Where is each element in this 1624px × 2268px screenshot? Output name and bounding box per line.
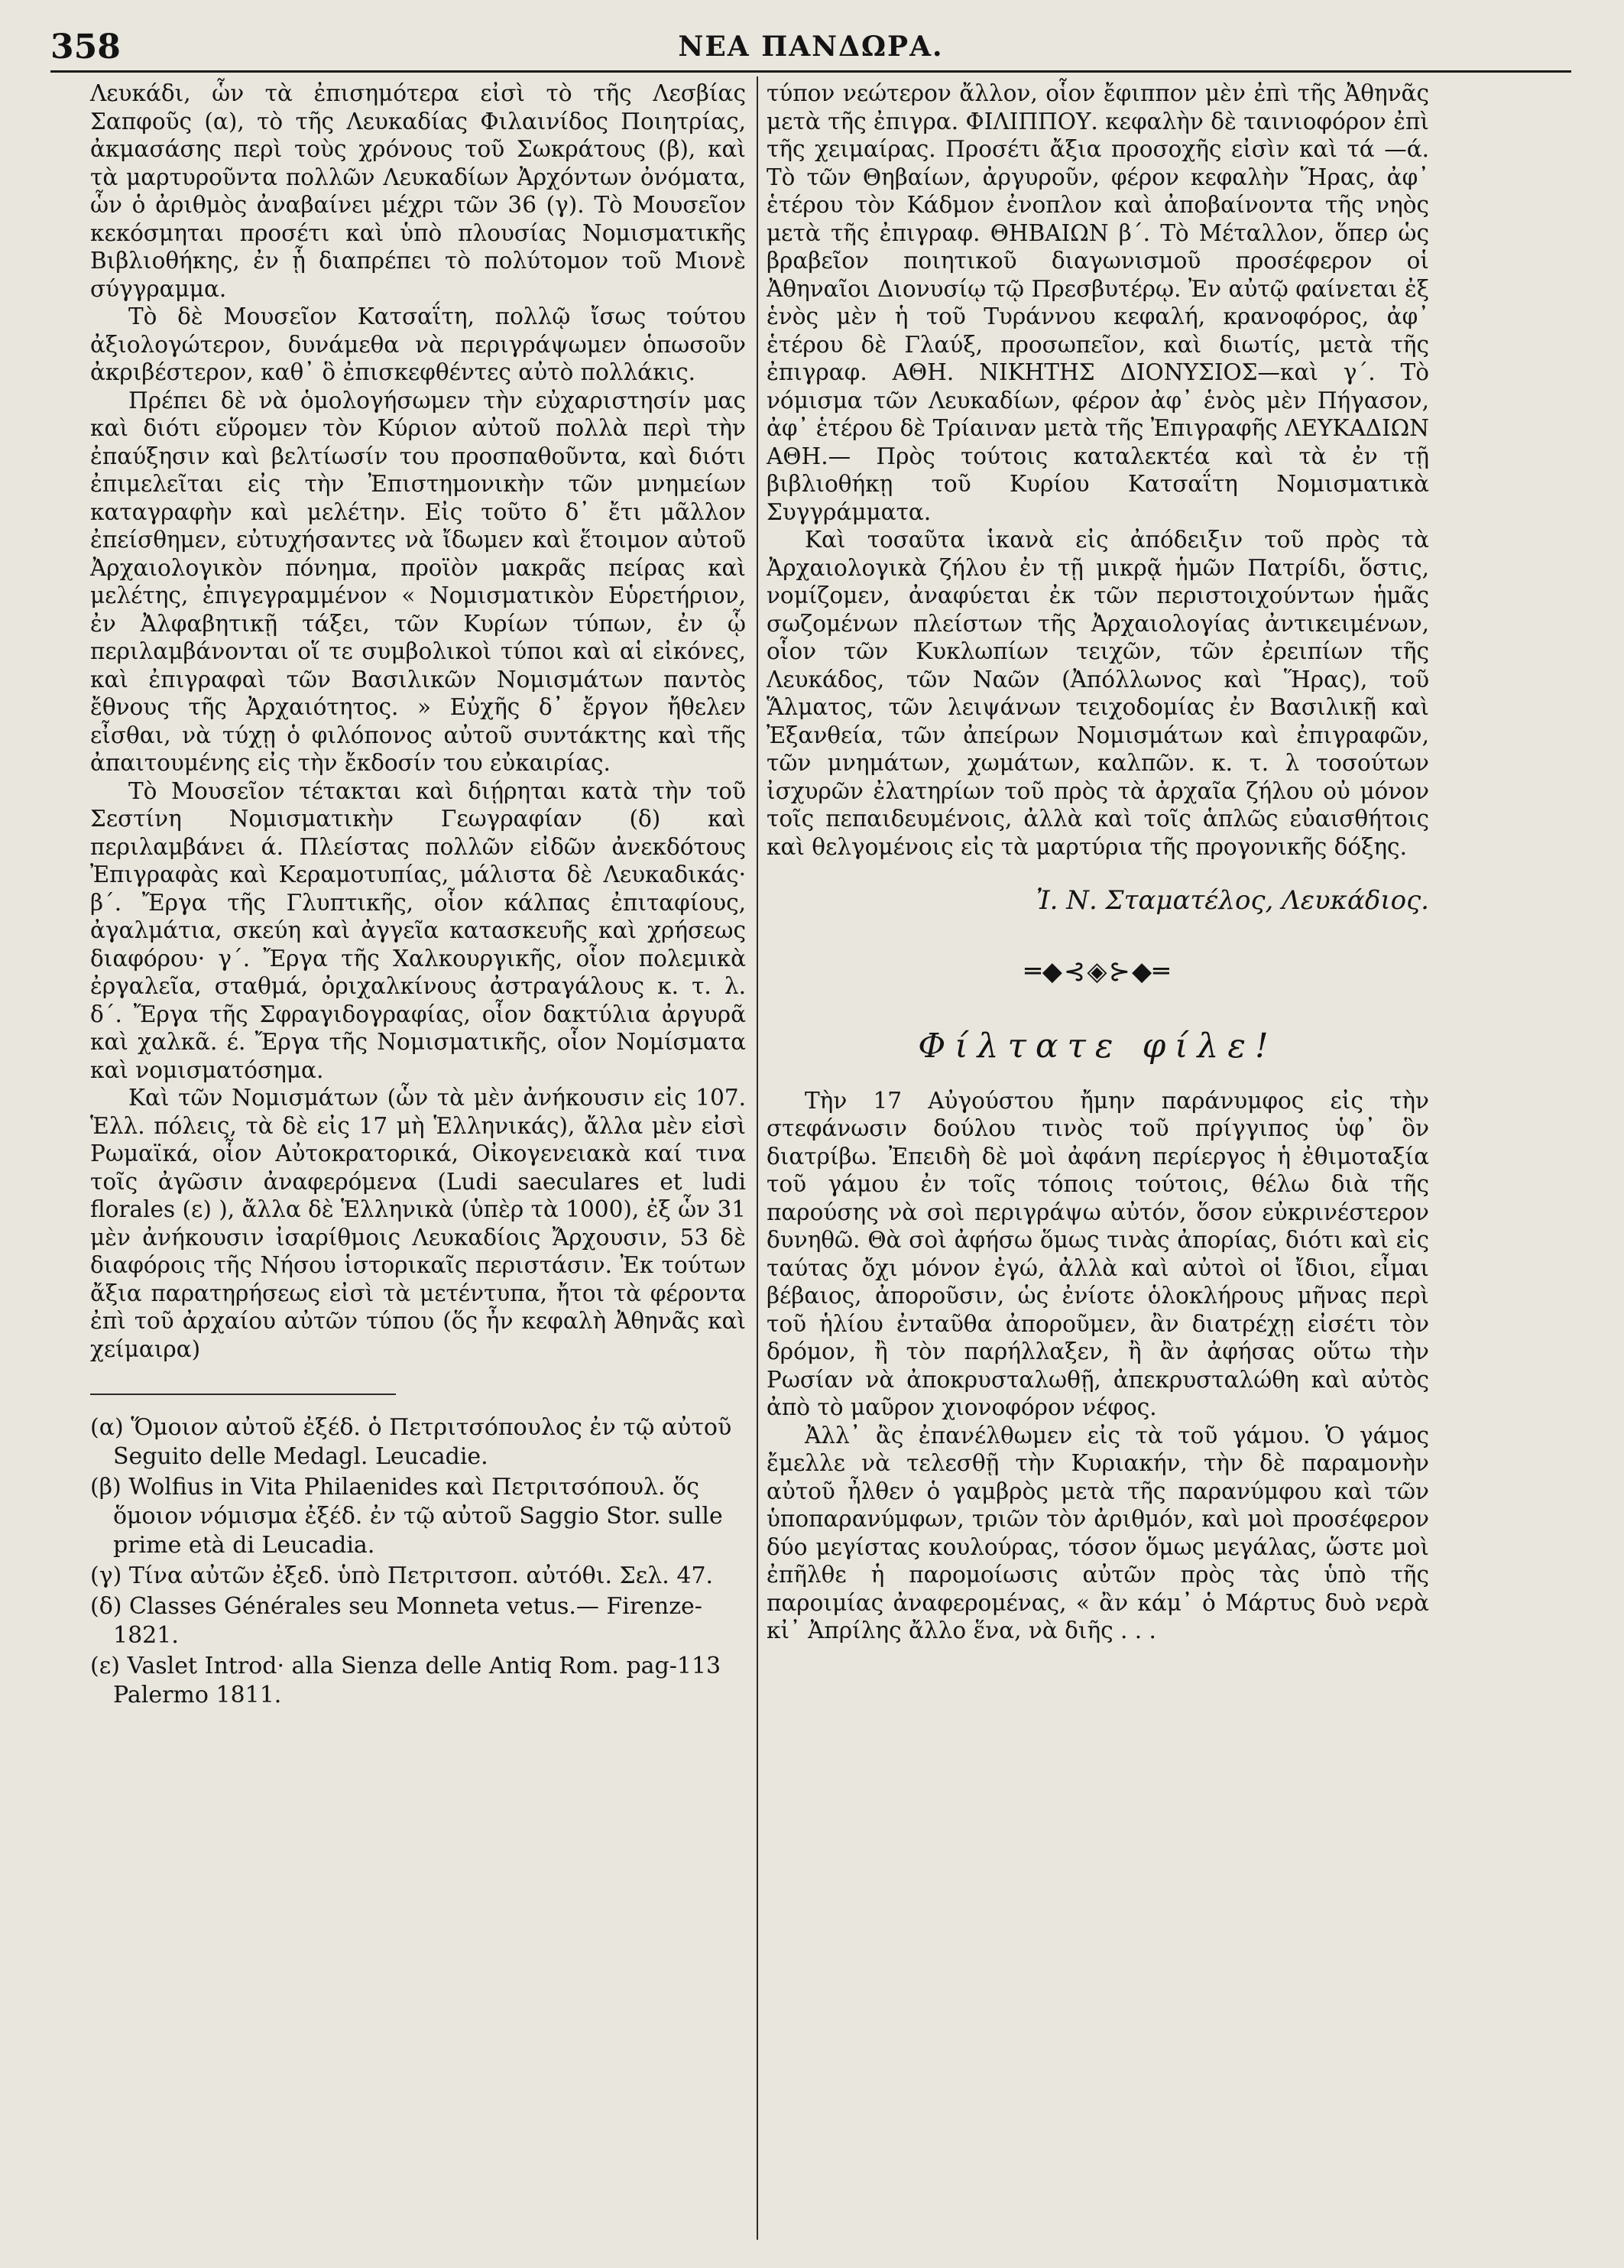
page-number: 358	[50, 28, 121, 67]
footnote: (δ) Classes Générales seu Monneta vetus.— Firenze-1821.	[90, 1593, 702, 1649]
paragraph: Τὴν 17 Αὐγούστου ἤμην παράνυμφος εἰς τὴν στεφάνωσιν δούλου τινὸς τοῦ πρίγγιπος ὑφ᾽ ὃν διατρίβω. Ἐπειδὴ δὲ μοὶ ἀφάνη περίεργος ἡ ἐθιμοταξία τοῦ γάμου ἐν τοῖς τόποις τούτοις, θέλω διὰ τῆς παρούσης νὰ σοὶ περιγράψω αὐτόν, ὅσον εὐκρινέστερον δυνηθῶ. Θὰ σοὶ ἀφήσω ὅμως τινὰς ἀπορίας, διότι καὶ εἰς ταύτας ὄχι μόνον ἐγώ, ἀλλὰ καὶ αὐτοὶ οἱ ἴδιοι, εἶμαι βέβαιος, ἀποροῦσιν, ὡς ἐνίοτε ὁλοκλήρους μῆνας περὶ τοῦ ἡλίου ἐνταῦθα ἀποροῦμεν, ἂν διατρέχῃ εἰσέτι τὸν δρόμον, ἢ τὸν παρήλλαξεν, ἢ ἂν ἀφήσας οὕτω τὴν Ρωσίαν νὰ ἀποκρυσταλωθῇ, ἀπεκρυσταλώθη καὶ αὐτὸς ἀπὸ τὸ μαῦρον χιονοφόρον νέφος.	[767, 1087, 1429, 1420]
paragraph: Πρέπει δὲ νὰ ὁμολογήσωμεν τὴν εὐχαριστησίν μας καὶ διότι εὕρομεν τὸν Κύριον αὐτοῦ πολλὰ περὶ τὴν ἐπαύξησιν καὶ βελτίωσίν του προσπαθοῦντα, καὶ διότι ἐπιμελεῖται εἰς τὴν Ἐπιστημονικὴν τῶν μνημείων καταγραφὴν καὶ μελέτην. Εἰς τοῦτο δ᾽ ἔτι μᾶλλον ἐπείσθημεν, εὐτυχήσαντες νὰ ἴδωμεν καὶ ἕτοιμον αὐτοῦ Ἀρχαιολογικὸν πόνημα, προϊὸν μακρᾶς πείρας καὶ μελέτης, ἐπιγεγραμμένον « Νομισματικὸν Εὑρετήριον, ἐν Ἀλφαβητικῇ τάξει, τῶν Κυρίων τύπων, ἐν ᾧ περιλαμβάνονται οἵ τε συμβολικοὶ τύποι καὶ αἱ εἰκόνες, καὶ ἐπιγραφαὶ τῶν Βασιλικῶν Νομισμάτων παντὸς ἔθνους τῆς Ἀρχαιότητος. » Εὐχῆς δ᾽ ἔργον ἤθελεν εἶσθαι, νὰ τύχῃ ὁ φιλόπονος αὐτοῦ συντάκτης καὶ τῆς ἀπαιτουμένης εἰς τὴν ἔκδοσίν του εὐκαιρίας.	[90, 387, 746, 776]
paragraph: Καὶ τῶν Νομισμάτων (ὧν τὰ μὲν ἀνήκουσιν εἰς 107. Ἑλλ. πόλεις, τὰ δὲ εἰς 17 μὴ Ἑλληνικάς), ἄλλα μὲν εἰσὶ Ρωμαϊκά, οἷον Αὐτοκρατορικά, Οἰκογενειακὰ καί τινα τοῖς ἀγῶσιν ἀναφερόμενα (Ludi saeculares et ludi florales (ε) ), ἄλλα δὲ Ἑλληνικὰ (ὑπὲρ τὰ 1000), ἐξ ὧν 31 μὲν ἀνήκουσιν ἰσαρίθμοις Λευκαδίοις Ἄρχουσιν, 53 δὲ διαφόροις τῆς Νήσου ἱστορικαῖς περιστάσιν. Ἐκ τούτων ἄξια παρατηρήσεως εἰσὶ τὰ μετέντυπα, ἤτοι τὰ φέροντα ἐπὶ τοῦ ἀρχαίου αὐτῶν τύπου (ὅς ἦν κεφαλὴ Ἀθηνᾶς καὶ χείμαιρα)	[90, 1085, 746, 1362]
paragraph: Ἀλλ᾽ ἂς ἐπανέλθωμεν εἰς τὰ τοῦ γάμου. Ὁ γάμος ἔμελλε νὰ τελεσθῇ τὴν Κυριακήν, τὴν δὲ παραμονὴν αὐτοῦ ἦλθεν ὁ γαμβρὸς μετὰ τῆς παρανύμφου καὶ τῶν ὑποπαρανύμφων, τριῶν τὸν ἀριθμόν, καὶ μοὶ προσέφερον δύο μεγίστας κουλούρας, τόσον ὅμως μεγάλας, ὥστε μοὶ ἐπῆλθε ἡ παρομοίωσις αὐτῶν πρὸς τὰς ὑπὸ τῆς παροιμίας ἀναφερομένας, « ἂν κάμ᾽ ὁ Μάρτυς δυὸ νερὰ κἰ᾽ Ἀπρίλης ἄλλο ἕνα, νὰ διῆς . . .	[767, 1422, 1429, 1643]
ornament-divider: ═◆⊰◈⊱◆═	[1025, 956, 1171, 987]
paragraph: Τὸ δὲ Μουσεῖον Κατσαΐτη, πολλῷ ἴσως τούτου ἀξιολογώτερον, δυνάμεθα νὰ περιγράψωμεν ὁπωσοῦν ἀκριβέστερον, καθ᾽ ὃ ἐπισκεφθέντες αὐτὸ πολλάκις.	[90, 303, 746, 385]
footnote: (ε) Vaslet Introd· alla Sienza delle Antiq Rom. pag-113 Palermo 1811.	[90, 1653, 721, 1708]
letter-heading: Φίλτατε φίλε!	[918, 1027, 1278, 1066]
paragraph: Καὶ τοσαῦτα ἱκανὰ εἰς ἀπόδειξιν τοῦ πρὸς τὰ Ἀρχαιολογικὰ ζήλου ἐν τῇ μικρᾷ ἡμῶν Πατρίδι, ὅστις, νομίζομεν, ἀναφύεται ἐκ τῶν περιστοιχούντων ἡμᾶς σωζομένων πλείστων τῆς Ἀρχαιολογίας ἀντικειμένων, οἷον τῶν Κυκλωπίων τειχῶν, τῶν ἐρειπίων τῆς Λευκάδος, τῶν Ναῶν (Ἀπόλλωνος καὶ Ἥρας), τοῦ Ἅλματος, τῶν λειψάνων τειχοδομίας ἐν Βασιλικῇ καὶ Ἐξανθεία, τῶν ἀπείρων Νομισμάτων καὶ ἐπιγραφῶν, τῶν μνημάτων, χωμάτων, καλπῶν. κ. τ. λ τοσούτων ἰσχυρῶν ἐλατηρίων τοῦ πρὸς τὰ ἀρχαῖα ζήλου οὐ μόνον τοῖς πεπαιδευμένοις, ἀλλὰ καὶ τοῖς ἁπλῶς εὐαισθήτοις καὶ θελγομένοις εἰς τὰ μαρτύρια τῆς προγονικῆς δόξης.	[767, 527, 1429, 860]
footnote-rule	[90, 1394, 396, 1395]
footnote: (γ) Τίνα αὐτῶν ἐξεδ. ὑπὸ Πετριτσοπ. αὐτόθι. Σελ. 47.	[90, 1562, 714, 1589]
journal-title: ΝΕΑ ΠΑΝΔΩΡΑ.	[678, 31, 944, 63]
column-divider	[757, 76, 758, 2240]
footnotes	[90, 1413, 746, 1710]
author-signature: Ἰ. Ν. Σταματέλος, Λευκάδιος.	[1036, 885, 1429, 916]
left-column	[90, 79, 746, 1712]
right-column	[767, 79, 1429, 1645]
page-header	[50, 26, 1571, 73]
paragraph: Λευκάδι, ὧν τὰ ἐπισημότερα εἰσὶ τὸ τῆς Λεσβίας Σαπφοῦς (α), τὸ τῆς Λευκαδίας Φιλαινίδος Ποιητρίας, ἀκμασάσης περὶ τοὺς χρόνους τοῦ Σωκράτους (β), καὶ τὰ μαρτυροῦντα πολλῶν Λευκαδίων Ἀρχόντων ὀνόματα, ὧν ὁ ἀριθμὸς ἀναβαίνει μέχρι τῶν 36 (γ). Τὸ Μουσεῖον κεκόσμηται προσέτι καὶ ὑπὸ πλουσίας Νομισματικῆς Βιβλιοθήκης, ἐν ᾗ διαπρέπει τὸ πολύτομον τοῦ Μιονὲ σύγγραμμα.	[90, 80, 746, 302]
footnote: (β) Wolfius in Vita Philaenides καὶ Πετριτσόπουλ. ὅς ὅμοιον νόμισμα ἐξέδ. ἐν τῷ αὐτοῦ Saggio Stor. sulle prime età di Leucadia.	[90, 1474, 723, 1559]
footnote: (α) Ὅμοιον αὐτοῦ ἐξέδ. ὁ Πετριτσόπουλος ἐν τῷ αὐτοῦ Seguito delle Medagl. Leucadie.	[90, 1414, 732, 1470]
paragraph: τύπον νεώτερον ἄλλον, οἷον ἔφιππον μὲν ἐπὶ τῆς Ἀθηνᾶς μετὰ τῆς ἐπιγρα. ΦΙΛΙΠΠΟΥ. κεφαλὴν δὲ ταινιοφόρον ἐπὶ τῆς χειμαίρας. Προσέτι ἄξια προσοχῆς εἰσὶν καὶ τά —ά. Τὸ τῶν Θηβαίων, ἀργυροῦν, φέρον κεφαλὴν Ἥρας, ἀφ᾽ ἑτέρου τὸν Κάδμον ἐνοπλον καὶ ἀποβαίνοντα τῆς νηὸς μετὰ τῆς ἐπιγραφ. ΘΗΒΑΙΩΝ β΄. Τὸ Μέταλλον, ὅπερ ὡς βραβεῖον ποιητικοῦ διαγωνισμοῦ προσέφερον οἱ Ἀθηναῖοι Διονυσίῳ τῷ Πρεσβυτέρῳ. Ἐν αὐτῷ φαίνεται ἐξ ἑνὸς μὲν ἡ τοῦ Τυράννου κεφαλή, κρανοφόρος, ἀφ᾽ ἑτέρου δὲ Γλαύξ, προσωπεῖον, καὶ διωτίς, μετὰ τῆς ἐπιγραφ. ΑΘΗ. ΝΙΚΗΤΗΣ ΔΙΟΝΥΣΙΟΣ—καὶ γ΄. Τὸ νόμισμα τῶν Λευκαδίων, φέρον ἀφ᾽ ἑνὸς μὲν Πήγασον, ἀφ᾽ ἑτέρου δὲ Τρίαιναν μετὰ τῆς Ἐπιγραφῆς ΛΕΥΚΑΔΙΩΝ ΑΘΗ.— Πρὸς τούτοις καταλεκτέα καὶ τὰ ἐν τῇ βιβλιοθήκῃ τοῦ Κυρίου Κατσαΐτη Νομισματικὰ Συγγράμματα.	[767, 80, 1429, 525]
paragraph: Τὸ Μουσεῖον τέτακται καὶ διῄρηται κατὰ τὴν τοῦ Σεστίνη Νομισματικὴν Γεωγραφίαν (δ) καὶ περιλαμβάνει ά. Πλείστας πολλῶν εἰδῶν ἀνεκδότους Ἐπιγραφὰς καὶ Κεραμοτυπίας, μάλιστα δὲ Λευκαδικάς· β΄. Ἔργα τῆς Γλυπτικῆς, οἷον κάλπας ἐπιταφίους, ἀγαλμάτια, σκεύη καὶ ἀγγεῖα κατασκευῆς καὶ χρήσεως διαφόρου· γ΄. Ἔργα τῆς Χαλκουργικῆς, οἷον πολεμικὰ ἐργαλεῖα, σταθμά, ὀριχαλκίνους ἀστραγάλους κ. τ. λ. δ΄. Ἔργα τῆς Σφραγιδογραφίας, οἷον δακτύλια ἀργυρᾶ καὶ χαλκᾶ. έ. Ἔργα τῆς Νομισματικῆς, οἷον Νομίσματα καὶ νομισματόσημα.	[90, 777, 746, 1083]
